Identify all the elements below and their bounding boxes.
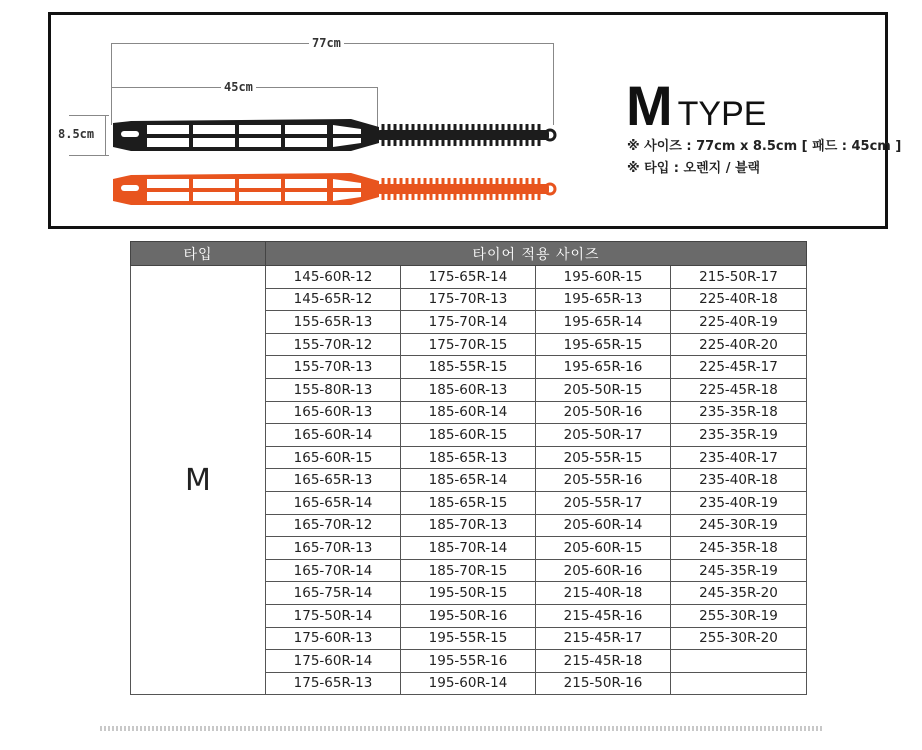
tire-size-cell: 245-35R-18 <box>671 537 807 560</box>
tire-size-cell: 245-35R-19 <box>671 559 807 582</box>
orange-strap <box>113 173 555 205</box>
tire-size-cell <box>671 650 807 673</box>
type-letter: M <box>626 74 672 137</box>
table-header-row <box>131 242 807 266</box>
tire-size-cell: 215-50R-16 <box>536 672 671 695</box>
table-body <box>131 266 807 695</box>
tire-size-cell: 175-65R-14 <box>401 266 536 289</box>
tire-size-cell: 155-80R-13 <box>266 378 401 401</box>
tire-size-cell: 205-60R-15 <box>536 537 671 560</box>
tire-size-cell: 235-40R-19 <box>671 491 807 514</box>
tire-size-cell: 225-45R-18 <box>671 378 807 401</box>
tire-size-cell: 205-50R-17 <box>536 424 671 447</box>
tire-size-cell: 215-45R-18 <box>536 650 671 673</box>
tire-size-cell: 225-40R-19 <box>671 311 807 334</box>
tire-size-cell: 235-35R-18 <box>671 401 807 424</box>
tire-size-cell: 185-65R-13 <box>401 446 536 469</box>
tire-size-cell: 215-45R-16 <box>536 604 671 627</box>
tire-size-cell <box>671 672 807 695</box>
tire-size-cell: 205-60R-16 <box>536 559 671 582</box>
tire-size-cell: 175-60R-14 <box>266 650 401 673</box>
product-image-panel <box>48 12 902 229</box>
tire-size-cell: 195-65R-15 <box>536 333 671 356</box>
black-strap <box>113 119 555 151</box>
tire-size-cell: 195-55R-15 <box>401 627 536 650</box>
tire-size-cell: 185-65R-15 <box>401 491 536 514</box>
tire-size-cell: 185-70R-14 <box>401 537 536 560</box>
tire-size-cell: 185-70R-15 <box>401 559 536 582</box>
tire-size-cell: 185-55R-15 <box>401 356 536 379</box>
type-word: TYPE <box>677 95 767 133</box>
tire-size-cell: 195-65R-14 <box>536 311 671 334</box>
tire-size-cell: 165-60R-15 <box>266 446 401 469</box>
tire-size-cell: 255-30R-19 <box>671 604 807 627</box>
tire-size-cell: 185-60R-14 <box>401 401 536 424</box>
tire-size-cell: 175-60R-13 <box>266 627 401 650</box>
spec-size: ※ 사이즈 : 77cm x 8.5cm [ 패드 : 45cm ] <box>627 139 902 154</box>
tire-size-cell: 195-50R-15 <box>401 582 536 605</box>
header-tire-sizes: 타이어 적용 사이즈 <box>266 242 807 266</box>
tire-size-cell: 155-65R-13 <box>266 311 401 334</box>
tire-size-cell: 185-60R-15 <box>401 424 536 447</box>
tire-size-cell: 205-55R-17 <box>536 491 671 514</box>
tire-size-cell: 205-60R-14 <box>536 514 671 537</box>
tire-size-cell: 195-65R-13 <box>536 288 671 311</box>
tire-size-cell: 175-70R-14 <box>401 311 536 334</box>
tire-size-cell: 245-30R-19 <box>671 514 807 537</box>
tire-size-cell: 165-60R-14 <box>266 424 401 447</box>
tire-size-cell: 165-60R-13 <box>266 401 401 424</box>
tire-size-cell: 175-70R-15 <box>401 333 536 356</box>
header-type: 타입 <box>131 242 266 266</box>
tire-size-cell: 165-70R-12 <box>266 514 401 537</box>
tire-size-cell: 205-50R-16 <box>536 401 671 424</box>
tire-size-cell: 185-60R-13 <box>401 378 536 401</box>
tire-size-cell: 165-70R-14 <box>266 559 401 582</box>
tire-size-cell: 215-45R-17 <box>536 627 671 650</box>
height-label: 8.5cm <box>55 127 97 141</box>
tire-size-cell: 185-70R-13 <box>401 514 536 537</box>
tire-size-cell: 145-65R-12 <box>266 288 401 311</box>
tire-size-cell: 195-60R-15 <box>536 266 671 289</box>
pad-length-label: 45cm <box>221 80 256 94</box>
tire-size-cell: 165-65R-13 <box>266 469 401 492</box>
tire-size-cell: 155-70R-12 <box>266 333 401 356</box>
tire-size-cell: 195-60R-14 <box>401 672 536 695</box>
tire-size-cell: 215-50R-17 <box>671 266 807 289</box>
type-title <box>626 73 766 138</box>
tire-size-cell: 205-50R-15 <box>536 378 671 401</box>
tire-size-cell: 175-50R-14 <box>266 604 401 627</box>
tire-size-cell: 195-55R-16 <box>401 650 536 673</box>
total-length-label: 77cm <box>309 36 344 50</box>
tire-size-table <box>130 241 807 695</box>
tire-size-cell: 165-70R-13 <box>266 537 401 560</box>
tire-size-cell: 205-55R-15 <box>536 446 671 469</box>
tire-size-cell: 235-40R-17 <box>671 446 807 469</box>
tire-size-cell: 205-55R-16 <box>536 469 671 492</box>
tire-size-cell: 175-65R-13 <box>266 672 401 695</box>
tire-size-cell: 225-45R-17 <box>671 356 807 379</box>
tire-size-cell: 155-70R-13 <box>266 356 401 379</box>
tire-size-cell: 185-65R-14 <box>401 469 536 492</box>
tire-size-cell: 165-75R-14 <box>266 582 401 605</box>
tire-size-cell: 195-50R-16 <box>401 604 536 627</box>
bottom-divider <box>100 726 822 731</box>
tire-size-cell: 165-65R-14 <box>266 491 401 514</box>
tire-size-cell: 225-40R-18 <box>671 288 807 311</box>
tire-size-cell: 215-40R-18 <box>536 582 671 605</box>
tire-size-cell: 225-40R-20 <box>671 333 807 356</box>
type-cell: M <box>131 266 266 695</box>
tire-size-cell: 145-60R-12 <box>266 266 401 289</box>
tire-size-cell: 175-70R-13 <box>401 288 536 311</box>
spec-type: ※ 타입 : 오렌지 / 블랙 <box>627 161 761 176</box>
tire-size-cell: 245-35R-20 <box>671 582 807 605</box>
tire-size-cell: 195-65R-16 <box>536 356 671 379</box>
table-row <box>131 266 807 289</box>
tire-size-cell: 235-35R-19 <box>671 424 807 447</box>
tire-size-cell: 255-30R-20 <box>671 627 807 650</box>
tire-size-cell: 235-40R-18 <box>671 469 807 492</box>
